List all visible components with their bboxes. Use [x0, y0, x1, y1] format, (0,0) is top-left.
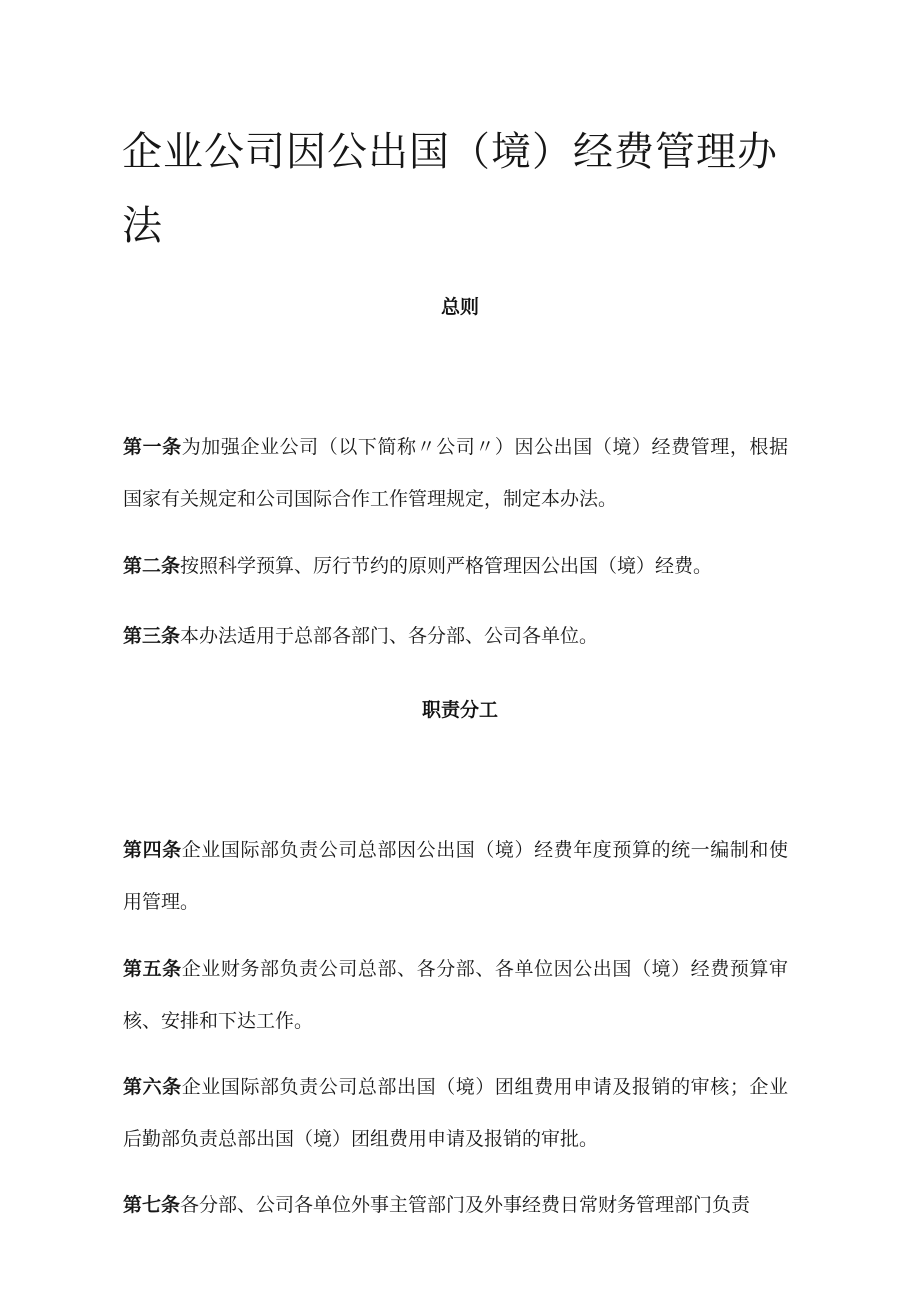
document-title: 企业公司因公出国（境）经费管理办法 — [122, 129, 778, 249]
section-heading-general: 总则 — [440, 296, 479, 318]
article-1 — [123, 421, 788, 525]
article-label: 第七条 — [123, 1194, 181, 1216]
article-label: 第六条 — [123, 1076, 182, 1098]
article-text: 按照科学预算、厉行节约的原则严格管理因公出国（境）经费。 — [180, 555, 713, 577]
article-3 — [123, 610, 788, 662]
article-label: 第三条 — [123, 625, 181, 647]
article-2 — [123, 540, 788, 592]
article-text: 本办法适用于总部各部门、各分部、公司各单位。 — [180, 625, 599, 647]
article-text: 各分部、公司各单位外事主管部门及外事经费日常财务管理部门负责 — [180, 1194, 751, 1216]
article-text: 为加强企业公司（以下简称〃公司〃）因公出国（境）经费管理，根据国家有关规定和公司国际合作工作管理规定，制定本办法。 — [123, 436, 788, 510]
article-label: 第五条 — [123, 958, 182, 980]
article-6 — [123, 1061, 788, 1165]
article-text: 企业财务部负责公司总部、各分部、各单位因公出国（境）经费预算审核、安排和下达工作。 — [123, 958, 788, 1032]
article-label: 第一条 — [123, 436, 182, 458]
article-label: 第四条 — [123, 839, 182, 861]
article-label: 第二条 — [123, 555, 181, 577]
article-text: 企业国际部负责公司总部出国（境）团组费用申请及报销的审核；企业后勤部负责总部出国（境）团组费用申请及报销的审批。 — [123, 1076, 788, 1150]
section-heading-responsibilities: 职责分工 — [421, 699, 498, 721]
article-5 — [123, 943, 788, 1047]
article-text: 企业国际部负责公司总部因公出国（境）经费年度预算的统一编制和使用管理。 — [123, 839, 788, 913]
article-4 — [123, 824, 788, 928]
article-7 — [123, 1179, 788, 1231]
